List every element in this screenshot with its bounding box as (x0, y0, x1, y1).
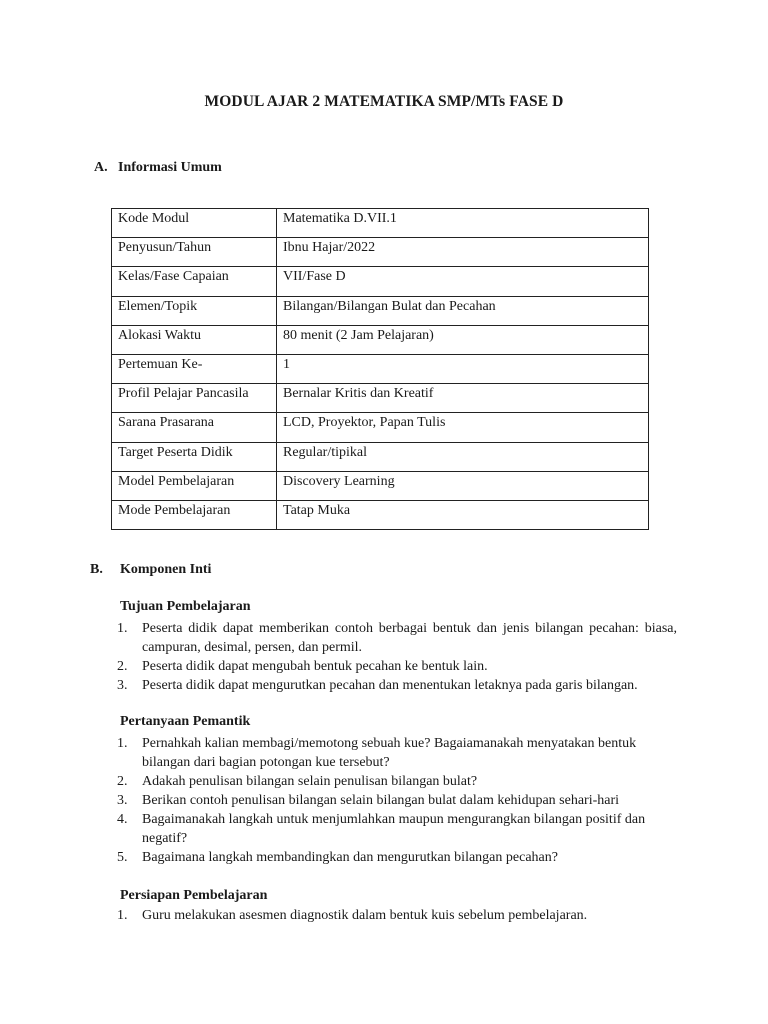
table-cell-label: Mode Pembelajaran (112, 500, 277, 529)
list-item-number: 1. (117, 621, 128, 636)
table-cell-value: LCD, Proyektor, Papan Tulis (277, 413, 649, 442)
list-item-number: 4. (117, 812, 128, 827)
tujuan-heading: Tujuan Pembelajaran (120, 599, 251, 614)
table-row (112, 209, 649, 238)
pertanyaan-heading: Pertanyaan Pemantik (120, 714, 251, 729)
table-cell-label: Penyusun/Tahun (112, 238, 277, 267)
section-a-heading (94, 160, 222, 176)
table-row (112, 238, 649, 267)
list-item (117, 791, 677, 810)
list-item-text: Pernahkah kalian membagi/memotong sebuah kue? Bagaiamanakah menyatakan bentuk bilangan dari bagian potongan kue tersebut? (142, 736, 637, 770)
list-item-number: 3. (117, 793, 128, 808)
list-item-number: 2. (117, 774, 128, 789)
table-cell-label: Model Pembelajaran (112, 471, 277, 500)
table-cell-label: Profil Pelajar Pancasila (112, 384, 277, 413)
table-cell-value: Ibnu Hajar/2022 (277, 238, 649, 267)
list-item (117, 848, 677, 867)
table-cell-value: Tatap Muka (277, 500, 649, 529)
list-item (117, 657, 677, 676)
table-cell-label: Kode Modul (112, 209, 277, 238)
table-cell-value: 1 (277, 354, 649, 383)
info-table (111, 208, 649, 530)
tujuan-list (117, 619, 677, 695)
table-cell-value: Matematika D.VII.1 (277, 209, 649, 238)
section-a-letter: A. (94, 160, 108, 175)
list-item-text: Berikan contoh penulisan bilangan selain bilangan bulat dalam kehidupan sehari-hari (142, 793, 620, 808)
list-item-text: Bagaimana langkah membandingkan dan mengurutkan bilangan pecahan? (142, 850, 558, 865)
list-item (117, 906, 677, 925)
table-row (112, 296, 649, 325)
table-row (112, 325, 649, 354)
table-cell-value: 80 menit (2 Jam Pelajaran) (277, 325, 649, 354)
list-item (117, 734, 677, 772)
list-item-number: 1. (117, 908, 128, 923)
list-item-text: Guru melakukan asesmen diagnostik dalam bentuk kuis sebelum pembelajaran. (142, 908, 588, 923)
table-row (112, 413, 649, 442)
section-a-title: Informasi Umum (118, 160, 222, 175)
list-item (117, 810, 677, 848)
table-cell-label: Alokasi Waktu (112, 325, 277, 354)
table-row (112, 384, 649, 413)
table-cell-value: Discovery Learning (277, 471, 649, 500)
table-cell-value: Regular/tipikal (277, 442, 649, 471)
document-title: MODUL AJAR 2 MATEMATIKA SMP/MTs FASE D (204, 93, 564, 110)
table-cell-label: Target Peserta Didik (112, 442, 277, 471)
list-item-number: 3. (117, 678, 128, 693)
table-row (112, 500, 649, 529)
table-cell-label: Elemen/Topik (112, 296, 277, 325)
list-item-number: 2. (117, 659, 128, 674)
list-item-text: Peserta didik dapat memberikan contoh berbagai bentuk dan jenis bilangan pecahan: biasa, campuran, desimal, persen, dan permil. (142, 621, 677, 655)
list-item (117, 676, 677, 695)
table-row (112, 471, 649, 500)
list-item-text: Adakah penulisan bilangan selain penulisan bilangan bulat? (142, 774, 478, 789)
list-item (117, 619, 677, 657)
list-item-text: Bagaimanakah langkah untuk menjumlahkan maupun mengurangkan bilangan positif dan negatif? (142, 812, 646, 846)
section-b-title: Komponen Inti (120, 562, 212, 577)
table-cell-label: Pertemuan Ke- (112, 354, 277, 383)
table-cell-label: Sarana Prasarana (112, 413, 277, 442)
table-cell-label: Kelas/Fase Capaian (112, 267, 277, 296)
table-cell-value: Bernalar Kritis dan Kreatif (277, 384, 649, 413)
table-cell-value: Bilangan/Bilangan Bulat dan Pecahan (277, 296, 649, 325)
list-item-text: Peserta didik dapat mengubah bentuk pecahan ke bentuk lain. (142, 659, 488, 674)
section-b-heading (90, 562, 211, 578)
list-item-number: 1. (117, 736, 128, 751)
pertanyaan-list (117, 734, 677, 867)
table-row (112, 267, 649, 296)
list-item-number: 5. (117, 850, 128, 865)
persiapan-heading: Persiapan Pembelajaran (120, 888, 268, 903)
section-b-letter: B. (90, 562, 103, 577)
persiapan-list (117, 906, 677, 925)
table-cell-value: VII/Fase D (277, 267, 649, 296)
table-row (112, 354, 649, 383)
table-row (112, 442, 649, 471)
list-item (117, 772, 677, 791)
list-item-text: Peserta didik dapat mengurutkan pecahan dan menentukan letaknya pada garis bilangan. (142, 678, 638, 693)
